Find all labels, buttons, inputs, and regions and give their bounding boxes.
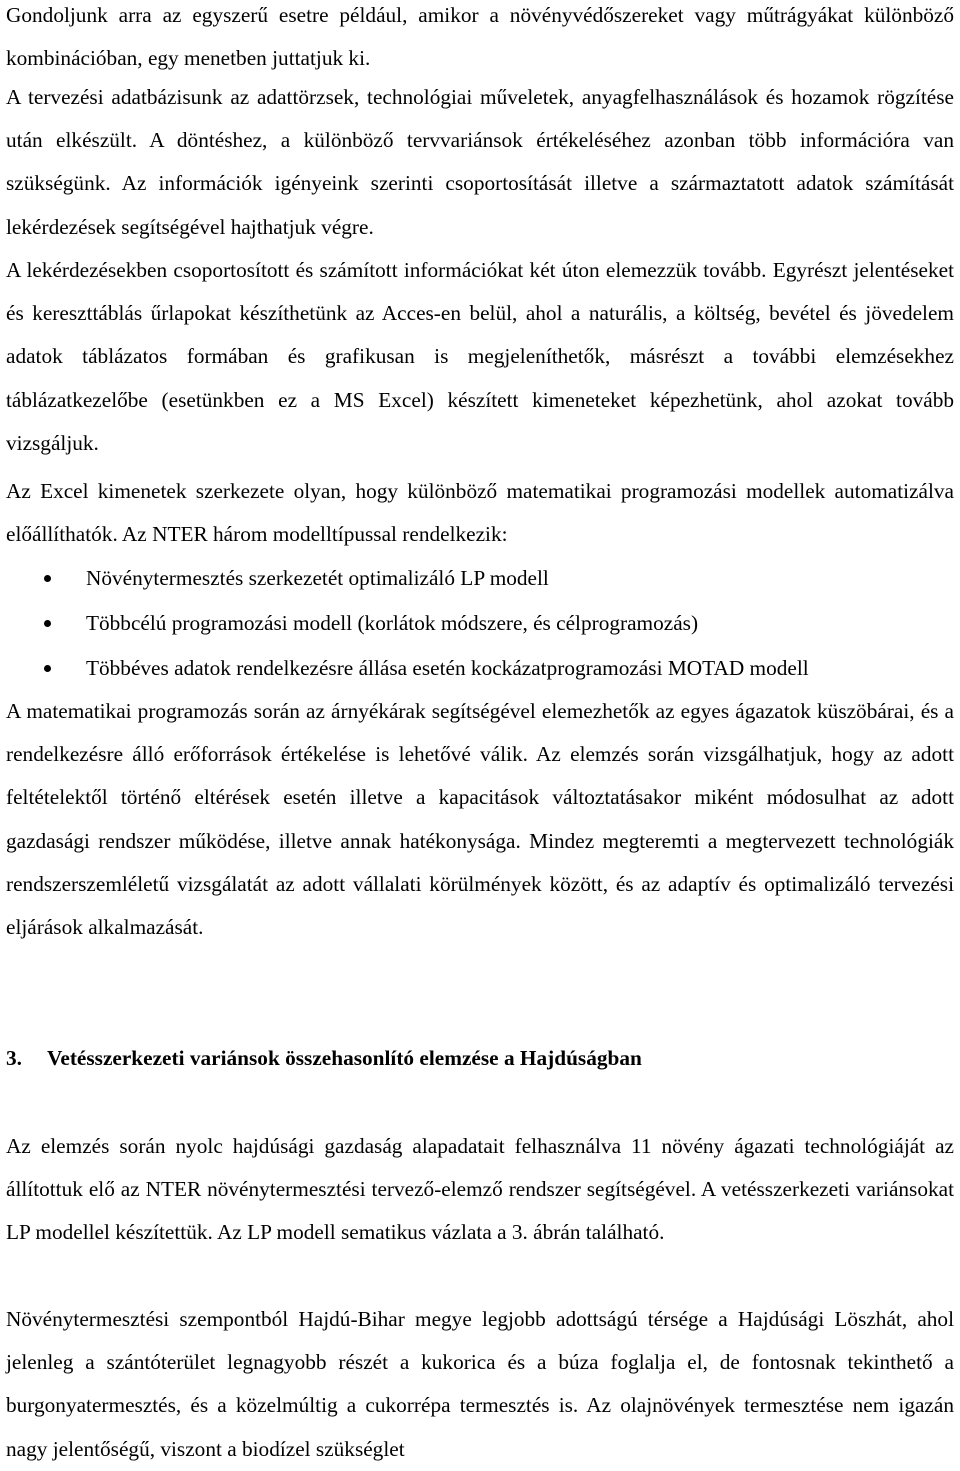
section-heading xyxy=(6,1043,642,1073)
paragraph-excel: Az Excel kimenetek szerkezete olyan, hogy különböző matematikai programozási modellek automatizálva előállíthatók. Az NTER három modelltípussal rendelkezik: xyxy=(6,479,954,547)
paragraph-region: Növénytermesztési szempontból Hajdú-Bihar megye legjobb adottságú térsége a Hajdúsági Löszhát, ahol jelenleg a szántóterület legnagyobb részét a kukorica és a búza foglalja el, de fontosnak tekinthető a burgonyatermesztés, és a közelmúltig a cukorrépa termesztés is. Az olajnövények termesztése nem igazán nagy jelentőségű, viszont a biodízel szükséglet xyxy=(6,1307,954,1461)
section-title: Vetésszerkezeti variánsok összehasonlító elemzése a Hajdúságban xyxy=(46,1046,642,1070)
bullet-icon xyxy=(44,620,51,627)
list-item xyxy=(44,608,954,638)
paragraph-database: A tervezési adatbázisunk az adattörzsek, technológiai műveletek, anyagfelhasználások és hozamok rögzítése után elkészült. A döntéshez, a különböző tervvariánsok értékeléséhez azonban több információra van szükségünk. Az információk igényeink szerinti csoportosítását illetve a származtatott adatok számítását lekérdezések segítségével hajthatjuk végre. xyxy=(6,85,954,239)
paragraph-analysis: Az elemzés során nyolc hajdúsági gazdaság alapadatait felhasználva 11 növény ágazati technológiáját az állítottuk elő az NTER növénytermesztési tervező-elemző rendszer segítségével. A vetésszerkezeti variánsokat LP modellel készítettük. Az LP modell sematikus vázlata a 3. ábrán található. xyxy=(6,1134,954,1245)
list-item-text: Növénytermesztés szerkezetét optimalizáló LP modell xyxy=(86,566,549,590)
list-item xyxy=(44,653,954,683)
section-number: 3. xyxy=(6,1046,22,1070)
bullet-icon xyxy=(44,665,51,672)
paragraph-shadow-prices: A matematikai programozás során az árnyékárak segítségével elemezhetők az egyes ágazatok küszöbárai, és a rendelkezésre álló erőforrások értékelése is lehetővé válik. Az elemzés során vizsgálhatjuk, hogy az adott feltételektől történő eltérések esetén illetve a kapacitások változtatásakor miként módosulhat az adott gazdasági rendszer működése, illetve annak hatékonysága. Mindez megteremti a megtervezett technológiák rendszerszemléletű vizsgálatát az adott vállalati körülmények között, és az adaptív és optimalizáló tervezési eljárások alkalmazását. xyxy=(6,699,954,940)
paragraph-queries: A lekérdezésekben csoportosított és számított információkat két úton elemezzük tovább. Egyrészt jelentéseket és kereszttáblás űrlapokat készíthetünk az Acces-en belül, ahol a naturális, a költség, bevétel és jövedelem adatok táblázatos formában és grafikusan is megjeleníthetők, másrészt a további elemzésekhez táblázatkezelőbe (esetünkben ez a MS Excel) készített kimeneteket képezhetünk, ahol azokat tovább vizsgáljuk. xyxy=(6,258,954,455)
paragraph-intro: Gondoljunk arra az egyszerű esetre például, amikor a növényvédőszereket vagy műtrágyákat különböző kombinációban, egy menetben juttatjuk ki. xyxy=(6,3,954,71)
list-item-text: Többcélú programozási modell (korlátok módszere, és célprogramozás) xyxy=(86,611,699,635)
list-item-text: Többéves adatok rendelkezésre állása esetén kockázatprogramozási MOTAD modell xyxy=(86,656,809,680)
list-item xyxy=(44,563,954,593)
bullet-icon xyxy=(44,575,51,582)
